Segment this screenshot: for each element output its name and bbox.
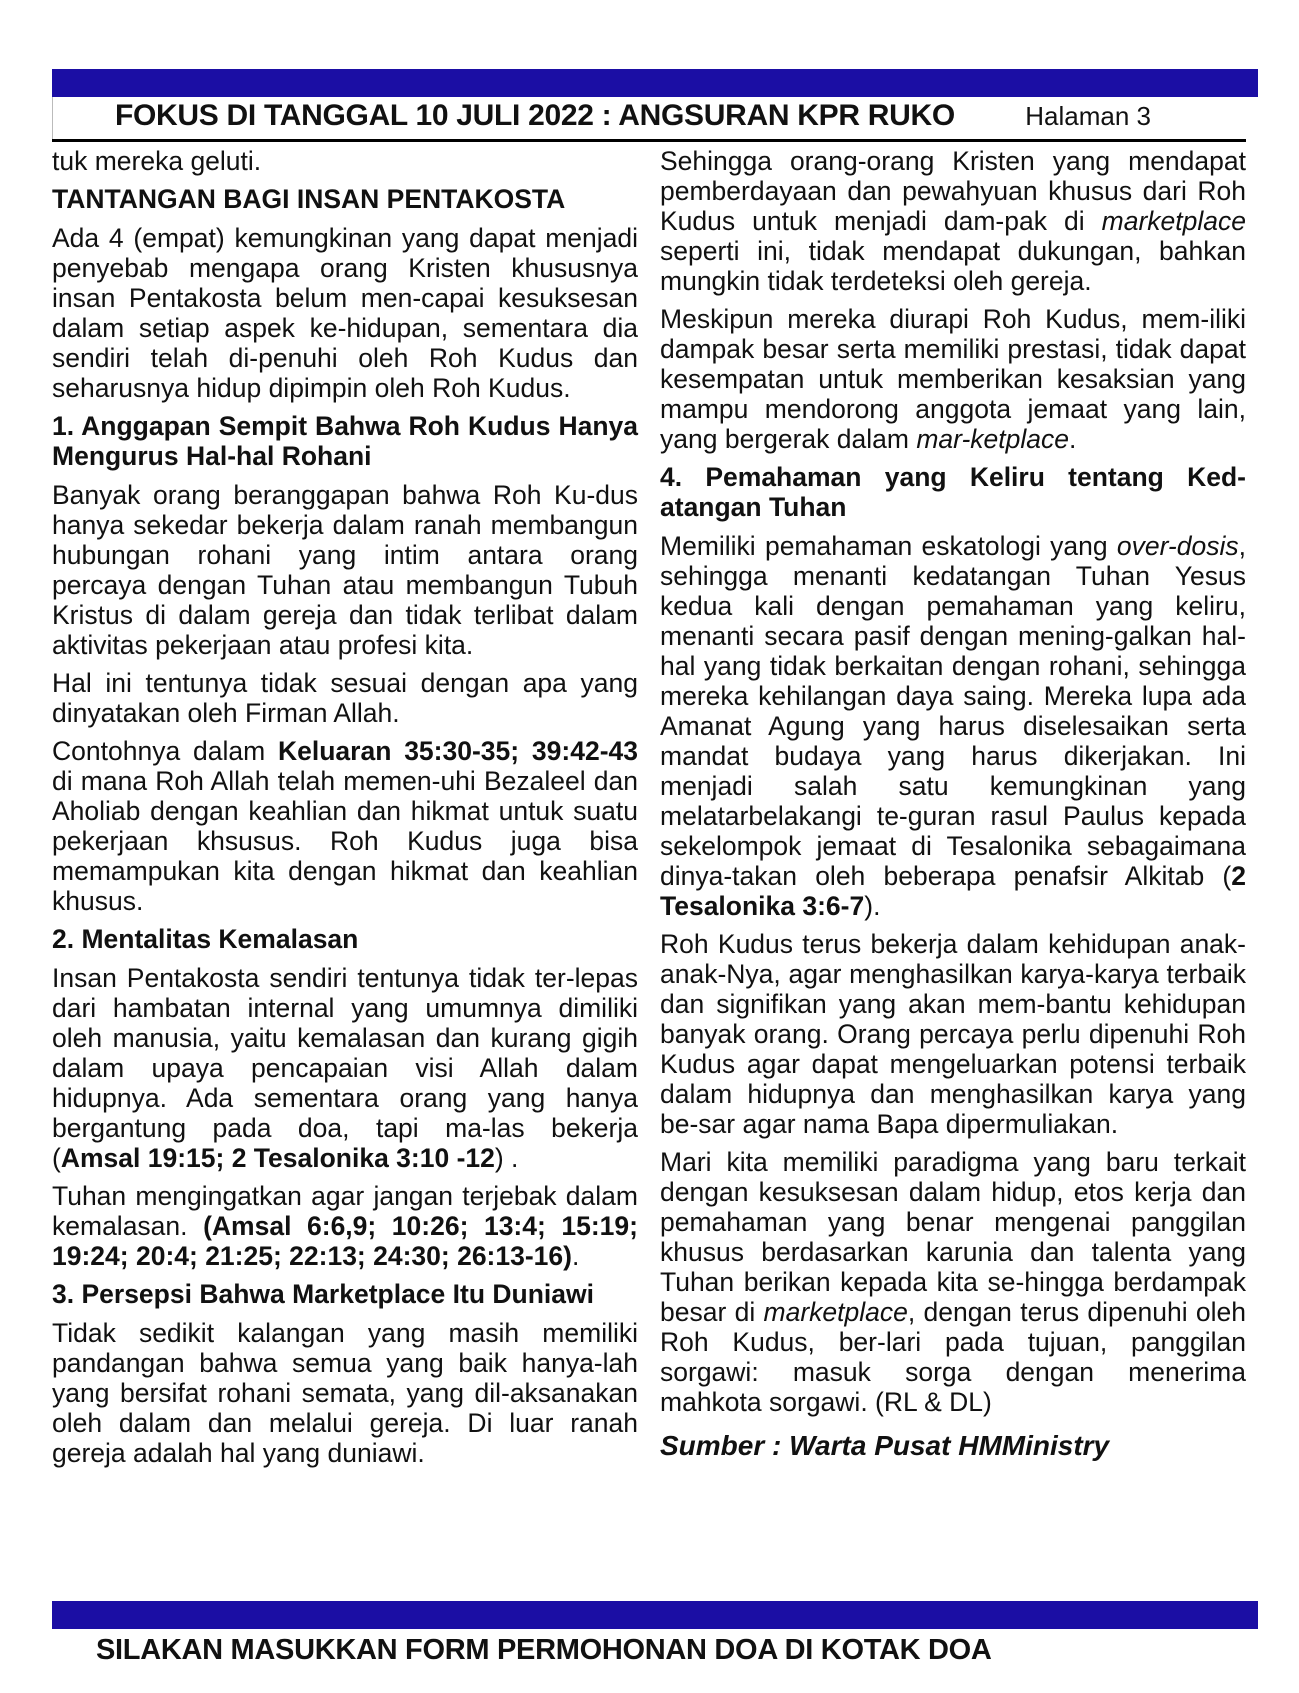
section-heading: 1. Anggapan Sempit Bahwa Roh Kudus Hanya Mengurus Hal-hal Rohani — [52, 411, 638, 471]
page-header — [52, 97, 1246, 139]
footer-message: SILAKAN MASUKKAN FORM PERMOHONAN DOA DI KOTAK DOA — [96, 1634, 992, 1666]
paragraph: Memiliki pemahaman eskatologi yang over-dosis, sehingga menanti kedatangan Tuhan Yesus kedua kali dengan pemahaman yang keliru, menanti secara pasif dengan mening-galkan hal-hal yang tidak berkaitan dengan rohani, sehingga mereka kehilangan daya saing. Mereka lupa ada Amanat Agung yang harus diselesaikan serta mandat budaya yang harus dikerjakan. Ini menjadi salah satu kemungkinan yang melatarbelakangi te-guran rasul Paulus kepada sekelompok jemaat di Tesalonika sebagaimana dinya-takan oleh beberapa penafsir Alkitab (2 Tesalonika 3:6-7). — [660, 531, 1246, 921]
section-heading: 4. Pemahaman yang Keliru tentang Ked-atangan Tuhan — [660, 462, 1246, 522]
header-accent-bar — [52, 69, 1258, 97]
paragraph: Tuhan mengingatkan agar jangan terjebak dalam kemalasan. (Amsal 6:6,9; 10:26; 13:4; 15:19; 19:24; 20:4; 21:25; 22:13; 24:30; 26:13-16). — [52, 1181, 638, 1271]
page-title: FOKUS DI TANGGAL 10 JULI 2022 : ANGSURAN KPR RUKO — [115, 99, 955, 132]
section-heading: 2. Mentalitas Kemalasan — [52, 924, 359, 954]
article-body — [52, 146, 1246, 1598]
right-column — [660, 146, 1246, 1598]
section-heading: 3. Persepsi Bahwa Marketplace Itu Duniawi — [52, 1279, 594, 1309]
section-heading: TANTANGAN BAGI INSAN PENTAKOSTA — [52, 184, 566, 214]
paragraph: Hal ini tentunya tidak sesuai dengan apa yang dinyatakan oleh Firman Allah. — [52, 668, 638, 728]
paragraph: Meskipun mereka diurapi Roh Kudus, mem-iliki dampak besar serta memiliki prestasi, tidak dapat kesempatan untuk memberikan kesaksian yang mampu mendorong anggota jemaat yang lain, yang bergerak dalam mar-ketplace. — [660, 304, 1246, 454]
footer-accent-bar — [52, 1601, 1258, 1629]
paragraph: Mari kita memiliki paradigma yang baru terkait dengan kesuksesan dalam hidup, etos kerja dan pemahaman yang benar mengenai panggilan khusus berdasarkan karunia dan talenta yang Tuhan berikan kepada kita se-hingga berdampak besar di marketplace, dengan terus dipenuhi oleh Roh Kudus, ber-lari pada tujuan, panggilan sorgawi: masuk sorga dengan menerima mahkota sorgawi. (RL & DL) — [660, 1147, 1246, 1417]
paragraph: Sehingga orang-orang Kristen yang mendapat pemberdayaan dan pewahyuan khusus dari Roh Kudus untuk menjadi dam-pak di marketplace seperti ini, tidak mendapat dukungan, bahkan mungkin tidak terdeteksi oleh gereja. — [660, 146, 1246, 296]
paragraph: Roh Kudus terus bekerja dalam kehidupan anak-anak-Nya, agar menghasilkan karya-karya terbaik dan signifikan yang akan mem-bantu kehidupan banyak orang. Orang percaya perlu dipenuhi Roh Kudus agar dapat mengeluarkan potensi terbaik dalam hidupnya dan menghasilkan karya yang be-sar agar nama Bapa dipermuliakan. — [660, 929, 1246, 1139]
paragraph: Contohnya dalam Keluaran 35:30-35; 39:42-43 di mana Roh Allah telah memen-uhi Bezaleel dan Aholiab dengan keahlian dan hikmat untuk suatu pekerjaan khsusus. Roh Kudus juga bisa memampukan kita dengan hikmat dan keahlian khusus. — [52, 736, 638, 916]
left-column — [52, 146, 638, 1598]
paragraph: Banyak orang beranggapan bahwa Roh Ku-dus hanya sekedar bekerja dalam ranah membangun hubungan rohani yang intim antara orang percaya dengan Tuhan atau membangun Tubuh Kristus di dalam gereja dan tidak terlibat dalam aktivitas pekerjaan atau profesi kita. — [52, 480, 638, 660]
paragraph: Tidak sedikit kalangan yang masih memiliki pandangan bahwa semua yang baik hanya-lah yang bersifat rohani semata, yang dil-aksanakan oleh dalam dan melalui gereja. Di luar ranah gereja adalah hal yang duniawi. — [52, 1318, 638, 1468]
paragraph: Ada 4 (empat) kemungkinan yang dapat menjadi penyebab mengapa orang Kristen khususnya insan Pentakosta belum men-capai kesuksesan dalam setiap aspek ke-hidupan, sementara dia sendiri telah di-penuhi oleh Roh Kudus dan seharusnya hidup dipimpin oleh Roh Kudus. — [52, 223, 638, 403]
header-divider — [52, 139, 1246, 142]
source-credit: Sumber : Warta Pusat HMMinistry — [660, 1430, 1110, 1461]
paragraph: tuk mereka geluti. — [52, 146, 262, 176]
page-number-label: Halaman 3 — [1025, 101, 1151, 131]
paragraph: Insan Pentakosta sendiri tentunya tidak ter-lepas dari hambatan internal yang umumnya dimiliki oleh manusia, yaitu kemalasan dan kurang gigih dalam upaya pencapaian visi Allah dalam hidupnya. Ada sementara orang yang hanya bergantung pada doa, tapi ma-las bekerja (Amsal 19:15; 2 Tesalonika 3:10 -12) . — [52, 963, 638, 1173]
